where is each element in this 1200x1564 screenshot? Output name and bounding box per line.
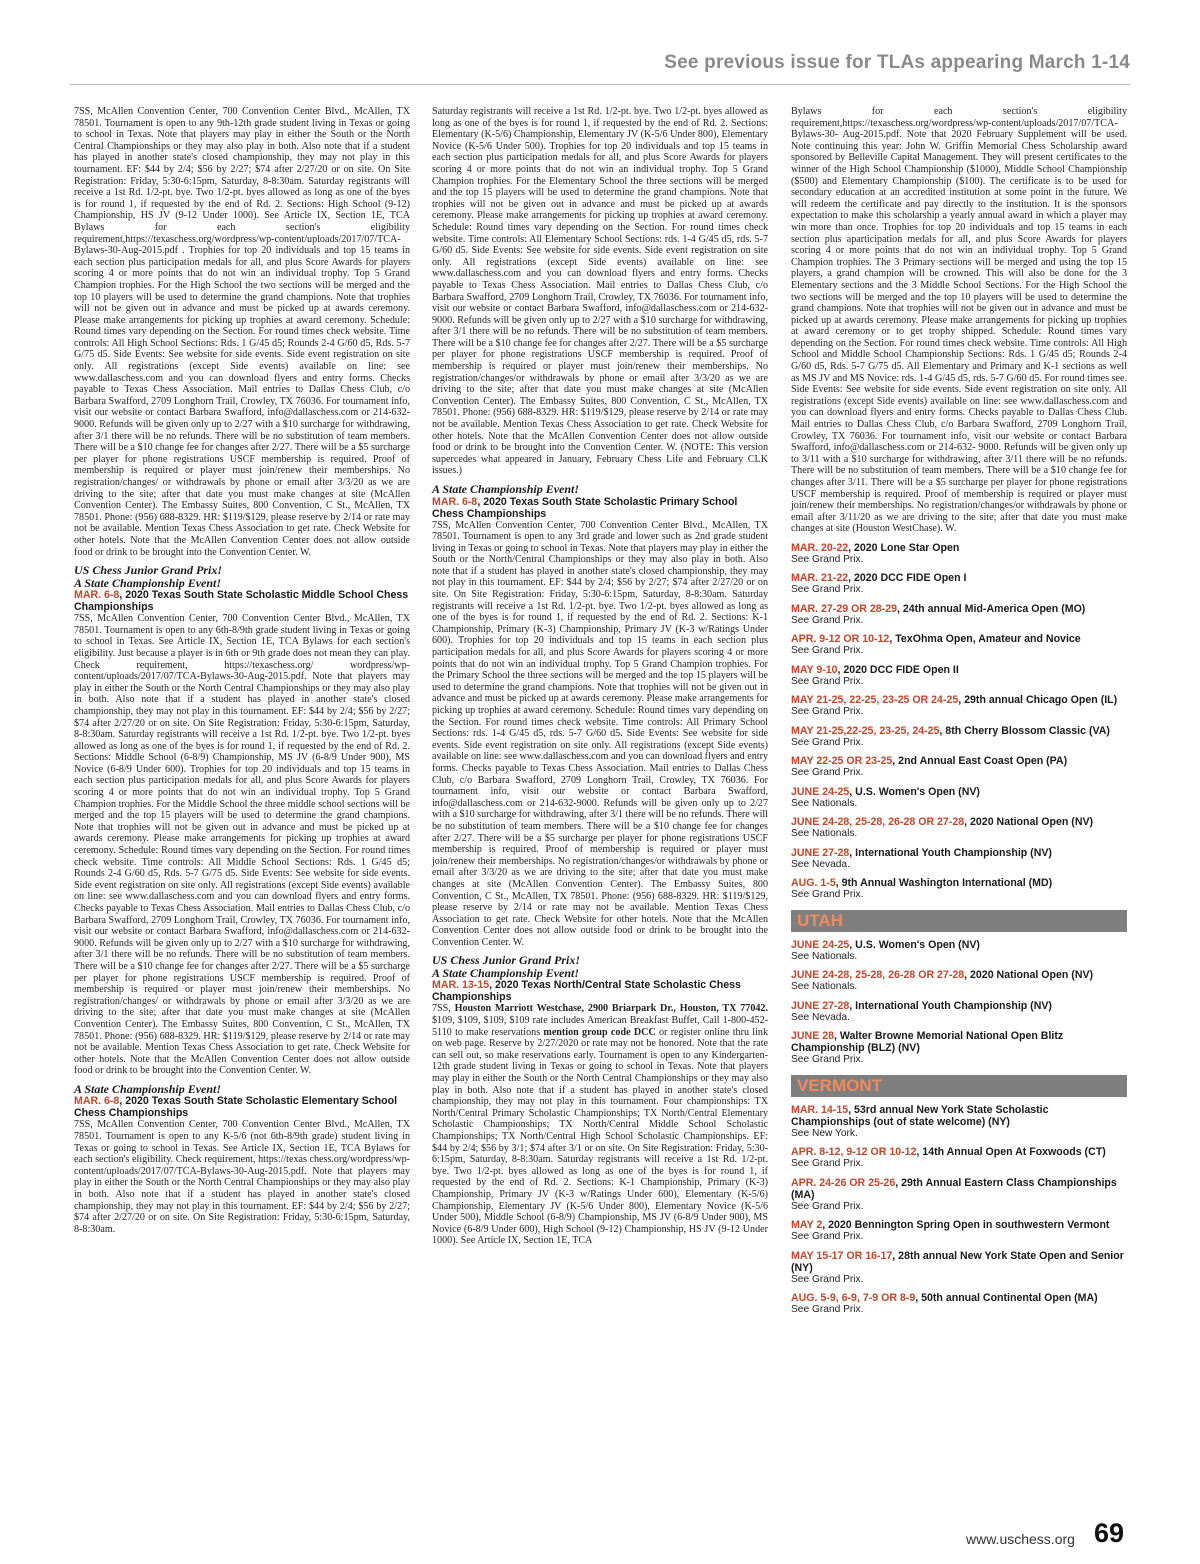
column-2 <box>432 106 768 1247</box>
listing-heading <box>791 664 1127 676</box>
footer-url: www.uschess.org <box>966 1531 1075 1547</box>
listing-date: APR. 8-12, 9-12 OR 10-12 <box>791 1146 917 1159</box>
listing-title: , 8th Cherry Blossom Classic (VA) <box>939 724 1110 737</box>
header-title: See previous issue for TLAs appearing March 1-14 <box>664 52 1130 73</box>
listing-title: , 29th annual Chicago Open (IL) <box>958 694 1118 707</box>
listing-item <box>791 1030 1127 1066</box>
listing-item <box>791 877 1127 901</box>
event-block <box>432 483 768 948</box>
listing-date: MAY 9-10 <box>791 663 838 676</box>
listing-reference: See Grand Prix. <box>791 736 864 748</box>
event-venue: Houston Marriott Westchase, 2900 Briarpark Dr., Houston, TX 77042. <box>454 1003 768 1015</box>
listing-date: MAY 15-17 OR 16-17 <box>791 1249 893 1262</box>
listing-heading <box>791 755 1127 767</box>
page-header <box>70 52 1130 85</box>
listing-heading <box>791 1030 1127 1054</box>
listing-reference: See Grand Prix. <box>791 706 864 718</box>
listing-reference: See Nevada. <box>791 858 850 870</box>
listing-title: , 50th annual Continental Open (MA) <box>915 1292 1098 1305</box>
listing-date: MAY 21-25,22-25, 23-25, 24-25 <box>791 724 940 737</box>
listings-group <box>791 1104 1127 1316</box>
listing-title: , 2020 National Open (NV) <box>964 816 1094 829</box>
listing-title: , 2020 Bennington Spring Open in southwestern Vermont <box>822 1219 1110 1232</box>
listings-group <box>791 939 1127 1066</box>
event-date: MAR. 6-8 <box>432 495 478 508</box>
listing-heading <box>791 816 1127 828</box>
listing-reference: See New York. <box>791 1127 858 1139</box>
event-body-mid: $109, $109, $109, $109 rate includes American Breakfast Buffet, Call 1-800-452-5110 to make reservations <box>432 1015 768 1038</box>
listing-heading <box>791 542 1127 554</box>
listing-heading <box>791 877 1127 889</box>
listing-item <box>791 1219 1127 1243</box>
listing-date: AUG. 5-9, 6-9, 7-9 OR 8-9 <box>791 1292 916 1305</box>
event-heading <box>74 589 410 613</box>
listing-title: , 2020 National Open (NV) <box>964 969 1094 982</box>
listing-title: , TexOhma Open, Amateur and Novice <box>889 633 1081 646</box>
event-heading <box>432 979 768 1003</box>
listing-item <box>791 1177 1127 1213</box>
event-tag: A State Championship Event! <box>432 482 580 496</box>
listing-item <box>791 1146 1127 1170</box>
listing-heading <box>791 1292 1127 1304</box>
event-body: Bylaws for each section's eligibility requirement,https://texaschess.org/wordpress/wp-content/uploads/2017/07/TCA-Bylaws-30- Aug-2015.pdf. Note that 2020 February Supplement will be used. Note continuing this year: John W. Griffin Memorial Chess Scholarship award sponsored by Belleville Capital Management. They will present certificates to the winner of the High School Championship ($1000), Middle School Championship ($500) and Elementary Championship ($100). The certificate is to be used for secondary education at an accredited institution at some point in the future. We will redeem the certificate and pay directly to the institution. It is the sponsors expectation to make this scholarship a yearly annual award in which a player may win more than once. Trophies for top 20 individuals and top 15 teams in each section plus aparticipation medals for all, and plus Score Awards for players scoring 4 or more points that do not win an individual trophy. Top 5 Grand Champion trophies. The 3 Primary sections will be merged and using the top 15 players, a grand champion will be crowned. This will also be done for the 3 Elementary sections and the 3 Middle School Sections. For the High School the two sections will be merged and the top 10 players will be used to determine the grand champions. Note that trophies will not be given out in advance and must be picked up at awards ceremony. Please make arrangements for picking up trophies at award ceremony or to get trophy shipped. Schedule: Round times vary depending on the Section. For round times check website. Time controls: All High School and Middle School Championship Sections: Rds. 1 G/45 d5; Rounds 2-4 G/60 d5, Rds. 5-7 G/75 d5. All Elementary and Primary and K-1 sections as well as MS JV and MS Novice: rds. 1-4 G/45 d5, rds. 5-7 G/60 d5. For round times see. Side Events: See website for side events. Side event registration on site only. All registrations (except Side events) available on line: see www.dallaschess.com and you can download flyers and entry forms. Checks payable to Dallas Chess Club. Mail entries to Dallas Chess Club, c/o Barbara Swafford, 2709 Longhorn Trail, Crowley, TX 76036. For tournament info, visit our website or contact Barbara Swafford, info@dallaschess.com or 214-632- 9000. Refunds will be given only up to 3/11 with a $10 surcharge for withdrawing, after 3/11 there will be no refunds. There will be no substitution of team members. There will be a $10 change fee for changes after 3/11. There will be a $5 surcharge per player for phone registrations USCF membership is required. Proof of membership is required or player must join/renew their memberships. No registration/changes/or withdrawals by phone or email after 3/11/20 as we are driving to the site; after that date you must make changes at site (Houston WestChase). W. <box>791 106 1127 535</box>
listing-date: JUNE 27-28 <box>791 999 850 1012</box>
event-date: MAR. 6-8 <box>74 589 120 602</box>
listing-item <box>791 725 1127 749</box>
event-tag: US Chess Junior Grand Prix! <box>74 563 223 578</box>
listing-heading <box>791 1146 1127 1158</box>
listing-title: , International Youth Championship (NV) <box>849 999 1052 1012</box>
listing-date: MAY 21-25, 22-25, 23-25 OR 24-25 <box>791 694 959 707</box>
listing-date: JUNE 24-28, 25-28, 26-28 OR 27-28 <box>791 816 965 829</box>
listing-title: , 53rd annual New York State Scholastic Championships (out of state welcome) (NY) <box>791 1103 1049 1128</box>
listing-item <box>791 1104 1127 1140</box>
listing-title: , 9th Annual Washington International (MD) <box>835 877 1053 890</box>
listing-heading <box>791 969 1127 981</box>
event-body: 7SS, McAllen Convention Center, 700 Convention Center Blvd., McAllen, TX 78501. Tournament is open to any 3rd grade and lower such as 2nd grade student living in Texas or going to school in Texas. Note that players may play in either the South or the North/Central Championships or they may also play in both. Also note that if a student has played in another state's closed championship, they may not play in this tournament. EF: $44 by 2/4; $56 by 2/27; $74 after 2/27/20 or on site. On Site Registration: Friday, 5:30-6:15pm, Saturday, 8-8:30am. Saturday registrants will receive a 1st Rd. 1/2-pt. bye. Two 1/2-pt. byes allowed as long as one of the byes is for round 1, if requested by the end of Rd. 2. Sections: K-1 Championship, Primary (K-3) Championship, Primary JV (K-3 w/Ratings Under 600). Trophies for top 20 individuals and top 15 teams in each section plus participation medals for all, and plus Score Awards for players scoring 4 or more points that do not win an individual trophy. Top 5 Grand Champion trophies. For the Primary School the three sections will be merged and the top 15 players will be used to determine the grand champions. Note that trophies will not be given out in advance and must be picked up at awards ceremony. Please make arrangements for picking up trophies at award ceremony. Schedule: Round times vary depending on the Section. For round times check website. Time controls: All Primary School Sections: rds. 1-4 G/45 d5, rds. 5-7 G/60 d5. Side Events: See website for side events. Side event registration on site only. All registrations (except Side events) available on line: see www.dallaschess.com and you can download flyers and entry forms. Checks payable to Texas Chess Association. Mail entries to Dallas Chess Club, c/o Barbara Swafford, 2709 Longhorn Trail, Crowley, TX 76036. For tournament info, visit our website or contact Barbara Swafford, info@dallaschess.com or 214-632-9000. Refunds will be given only up to 2/27 with a $10 surcharge for withdrawing, after 3/1 there will be no refunds. There will be no substitution of team members. There will be a $10 change fee for changes after 2/27. There will be a $5 surcharge per player for phone registrations USCF membership is required. Proof of membership is required or player must join/renew their memberships. No registration/changes/or withdrawals by phone or email after 3/3/20 as we are driving to the site; after that date you must make changes at site (McAllen Convention Center). The Embassy Suites, 800 Convention, C St., McAllen, TX 78501. Phone: (956) 688-8329. HR: $119/$129, please reserve by 2/14 or rate may not be available. Mention Texas Chess Association to get rate. Check Website for other hotels. Note that the McAllen Convention Center does not allow outside food or drink to be brought into the Convention Center. W. <box>432 519 769 948</box>
listing-title: , 2020 DCC FIDE Open II <box>837 663 959 676</box>
listing-reference: See Grand Prix. <box>791 1054 864 1066</box>
listing-item <box>791 633 1127 657</box>
listing-title: , U.S. Women's Open (NV) <box>849 938 980 951</box>
listing-item <box>791 572 1127 596</box>
listing-title: , 14th Annual Open At Foxwoods (CT) <box>916 1146 1106 1159</box>
listing-item <box>791 1250 1127 1286</box>
listing-reference: See Nationals. <box>791 828 858 840</box>
listing-heading <box>791 572 1127 584</box>
event-title: , 2020 Texas South State Scholastic Middle School Chess Championships <box>74 589 409 614</box>
listings-group <box>791 542 1127 901</box>
column-3 <box>791 106 1127 1316</box>
listing-item <box>791 755 1127 779</box>
listing-item <box>791 939 1127 963</box>
event-body <box>432 1003 768 1246</box>
listing-reference: See Grand Prix. <box>791 1304 864 1316</box>
listing-date: MAY 2 <box>791 1219 823 1232</box>
listing-title: , 24th annual Mid-America Open (MO) <box>896 602 1086 615</box>
event-body: 7SS, McAllen Convention Center, 700 Convention Center Blvd., McAllen, TX 78501. Tournament is open to any 6th-8/9th grade student living in Texas or going to school in Texas. See Article IX, Section 1E, TCA Bylaws for each section's eligibility. Just because a player is in 6th or 9th grade does not mean they can play. Check requirement, https://texaschess.org/ wordpress/wp-content/uploads/2017/07/TCA-Bylaws-30-Aug-2015.pdf. Note that players may play in either the South or the North Central Championships or they may also play in both. Also note that if a student has played in another state's closed championship, they may not play in this tournament. EF: $44 by 2/4; $56 by 2/27; $74 after 2/27/20 or on site. On Site Registration: Friday, 5:30-6:15pm, Saturday, 8-8:30am. Saturday registrants will receive a 1st Rd. 1/2-pt. bye. Two 1/2-pt. byes allowed as long as one of the byes is for round 1, if requested by the end of Rd. 2. Sections: Middle School (6-8/9) Championship, MS JV (6-8/9 Under 900), MS Novice (6-8/9 Under 600). Trophies for top 20 individuals and top 15 teams in each section plus participation medals for all, and plus Score Awards for players scoring 4 or more points that do not win an individual trophy. Top 5 Grand Champion trophies. For the Middle School the three middle school sections will be merged and the top 15 players will be used to determine the grand champions. Note that trophies will not be given out in advance and must be picked up at awards ceremony. Please make arrangements for picking up trophies at award ceremony. Schedule: Round times vary depending on the Section. For round times check website. Time controls: All Middle School Sections: Rds. 1 G/45 d5; Rounds 2-4 G/60 d5, Rds. 5-7 G/75 d5. Side Events: See website for side events. Side event registration on site only. All registrations (except Side events) available on line: see www.dallaschess.com and you can download flyers and entry forms. Checks payable to Texas Chess Association. Mail entries to Dallas Chess Club, c/o Barbara Swafford, 2709 Longhorn Trail, Crowley, TX 76036. For tournament info, visit our website or contact Barbara Swafford, info@dallaschess.com or 214-632-9000. Refunds will be given only up to 2/27 with a $10 surcharge for withdrawing, after 3/1 there will be no refunds. There will be no substitution of team members. There will be a $10 change fee for changes after 2/27. There will be a $5 surcharge per player for phone registrations USCF membership is required. Proof of membership is required or player must join/renew their memberships. No registration/changes/ or withdrawals by phone or email after 3/3/20 as we are driving to the site; after that date you must make changes at site (McAllen Convention Center). The Embassy Suites, 800 Convention, C St., McAllen, TX 78501. Phone: (956) 688-8329. HR: $119/$129, please reserve by 2/14 or rate may not be available. Mention Texas Chess Association to get rate. Check Website for other hotels. Note that the McAllen Convention Center does not allow outside food or drink to be brought into the Convention Center. W. <box>74 613 410 1077</box>
listing-heading <box>791 1104 1127 1128</box>
listing-item <box>791 786 1127 810</box>
listing-item <box>791 542 1127 566</box>
listing-title: , 2nd Annual East Coast Open (PA) <box>892 755 1068 768</box>
listing-reference: See Grand Prix. <box>791 553 864 565</box>
listing-heading <box>791 1177 1127 1201</box>
event-heading <box>74 1095 410 1119</box>
listing-heading <box>791 1250 1127 1274</box>
listing-date: JUNE 24-25 <box>791 938 850 951</box>
listing-heading <box>791 1219 1127 1231</box>
event-group-code: mention group code DCC <box>543 1026 656 1038</box>
event-block <box>74 564 410 1077</box>
event-title: , 2020 Texas South State Scholastic Elementary School Chess Championships <box>74 1095 398 1120</box>
listing-date: JUNE 27-28 <box>791 846 850 859</box>
listing-heading <box>791 603 1127 615</box>
listing-item <box>791 816 1127 840</box>
listing-heading <box>791 786 1127 798</box>
event-body-rest: or register online thru link on web page. Reserve by 2/27/2020 or rate may not be honored. Note that the rate can sell out, so make reservations early. Tournament is open to any Kindergarten-12th grade student living in Texas or going to school in Texas. Note that players may play in either the South or the North Central Championships or they may also play in both. Also note that if a student has played in another state's closed championship, they may not play in this tournament. Four championships: TX North/Central Primary Scholastic Championships; TX North/Central Elementary Scholastic Championships; TX North/Central Middle School Scholastic Championships; TX North/Central High School Scholastic Championships. EF: $44 by 2/4; $56 by 3/1; $74 after 3/1 or on site. On Site Registration: Friday, 5:30-6:15pm, Saturday, 8-8:30am. Saturday registrants will receive a 1st Rd. 1/2-pt. bye. Two 1/2-pt. byes allowed as long as one of the byes is for round 1, if requested by the end of Rd. 2. Sections: K-1 Championship, Primary (K-3) Championship, Primary JV (K-3 w/Ratings Under 600), Elementary (K-5/6) Championship, Elementary JV (K-5/6 Under 800), Elementary Novice (K-5/6 Under 500), Middle School (6-8/9) Championship, MS JV (6-8/9 Under 900), MS Novice (6-8/9 Under 600), High School (9-12) Championship, HS JV (9-12 Under 1000). See Article IX, Section 1E, TCA <box>432 1026 768 1247</box>
listing-date: MAR. 21-22 <box>791 572 849 585</box>
listing-item <box>791 969 1127 993</box>
event-block <box>74 1083 410 1235</box>
listing-heading <box>791 939 1127 951</box>
listing-date: APR. 9-12 OR 10-12 <box>791 633 890 646</box>
event-date: MAR. 6-8 <box>74 1095 120 1108</box>
listing-heading <box>791 725 1127 737</box>
event-tag: A State Championship Event! <box>74 1081 222 1096</box>
listing-reference: See Grand Prix. <box>791 584 864 596</box>
listing-date: JUNE 28 <box>791 1030 834 1043</box>
listing-date: JUNE 24-25 <box>791 785 850 798</box>
listing-item <box>791 603 1127 627</box>
listing-item <box>791 694 1127 718</box>
listing-title: , 2020 DCC FIDE Open I <box>848 572 967 585</box>
listing-reference: See Grand Prix. <box>791 1231 864 1243</box>
listing-reference: See Nationals. <box>791 950 858 962</box>
state-header-vermont: VERMONT <box>791 1075 1127 1097</box>
listing-item <box>791 1000 1127 1024</box>
listing-date: MAR. 14-15 <box>791 1103 849 1116</box>
event-title: , 2020 Texas North/Central State Scholastic Chess Championships <box>432 979 741 1004</box>
event-body: 7SS, McAllen Convention Center, 700 Convention Center Blvd., McAllen, TX 78501. Tournament is open to any K-5/6 (not 6th-8/9th grade) student living in Texas or going to school in Texas. See Article IX, Section 1E, TCA Bylaws for each section's eligibility. Check requirement, https://texas chess.org/wordpress/wp-content/uploads/2017/07/TCA-Bylaws-30-Aug-2015.pdf. Note that players may play in either the South or the North Central Championships or they may also play in both. Also note that if a student has played in another state's closed championship, they may not play in this tournament. EF: $44 by 2/4; $56 by 2/27; $74 after 2/27/20 or on site. On Site Registration: Friday, 5:30-6:15pm, Saturday, 8-8:30am. <box>74 1119 410 1235</box>
event-heading <box>432 496 768 520</box>
listing-title: , Walter Browne Memorial National Open Blitz Championship (BLZ) (NV) <box>791 1030 1064 1055</box>
listing-title: , International Youth Championship (NV) <box>849 846 1052 859</box>
listing-reference: See Grand Prix. <box>791 645 864 657</box>
event-tag: A State Championship Event! <box>432 965 580 980</box>
listing-reference: See Grand Prix. <box>791 1273 864 1285</box>
listing-date: JUNE 24-28, 25-28, 26-28 OR 27-28 <box>791 969 965 982</box>
listing-heading <box>791 1000 1127 1012</box>
event-title: , 2020 Texas South State Scholastic Primary School Chess Championships <box>432 495 738 520</box>
listing-heading <box>791 694 1127 706</box>
listing-item <box>791 664 1127 688</box>
listing-reference: See Grand Prix. <box>791 1158 864 1170</box>
event-tag: A State Championship Event! <box>74 575 222 590</box>
event-block <box>432 954 768 1246</box>
listing-date: MAY 22-25 OR 23-25 <box>791 755 893 768</box>
listing-reference: See Nationals. <box>791 797 858 809</box>
listing-reference: See Grand Prix. <box>791 889 864 901</box>
column-1 <box>74 106 410 1235</box>
listing-date: MAR. 20-22 <box>791 541 849 554</box>
listing-item <box>791 847 1127 871</box>
listing-date: MAR. 27-29 OR 28-29 <box>791 602 897 615</box>
listing-date: AUG. 1-5 <box>791 877 836 890</box>
listing-reference: See Grand Prix. <box>791 614 864 626</box>
listing-date: APR. 24-26 OR 25-26 <box>791 1176 896 1189</box>
listing-title: , U.S. Women's Open (NV) <box>849 785 980 798</box>
listing-reference: See Grand Prix. <box>791 767 864 779</box>
event-body: 7SS, McAllen Convention Center, 700 Convention Center Blvd., McAllen, TX 78501. Tournament is open to any 9th-12th grade student living in Texas or going to school in Texas. Note that players may play in either the South or the North Central Championships or they may also play in both. Also note that if a student has played in another state's closed championship, they may not play in this tournament. EF: $44 by 2/4; $56 by 2/27; $74 after 2/27/20 or on site. On Site Registration: Friday, 5:30-6:15pm, Saturday, 8-8:30am. Saturday registrants will receive a 1st Rd. 1/2-pt. bye. Two 1/2-pt. byes allowed as long as one of the byes is for round 1, if requested by the end of Rd. 2. Sections: High School (9-12) Championship, HS JV (9-12 Under 1000). See Article IX, Section 1E, TCA Bylaws for each section's eligibility requirement,https://texaschess.org/wordpress/wp-content/uploads/2017/07/TCA-Bylaws-30-Aug-2015.pdf . Trophies for top 20 individuals and top 15 teams in each section plus participation medals for all, and plus Score Awards for players scoring 4 or more points that do not win an individual trophy. Top 5 Grand Champion trophies. For the High School the two sections will be merged and the top 10 players will be used to determine the grand champions. Note that trophies will not be given out in advance and must be picked up at awards ceremony. Please make arrangements for picking up trophies at award ceremony. Schedule: Round times vary depending on the Section. For round times check website. Time controls: All High School Sections: Rds. 1 G/45 d5; Rounds 2-4 G/60 d5, Rds. 5-7 G/75 d5. Side Events: See website for side events. Side event registration on site only. All registrations (except Side events) available on line: see www.dallaschess.com and you can download flyers and entry forms. Checks payable to Texas Chess Association. Mail entries to Dallas Chess Club, c/o Barbara Swafford, 2709 Longhorn Trail, Crowley, TX 76036. For tournament info, visit our website or contact Barbara Swafford, info@dallaschess.com or 214-632-9000. Refunds will be given only up to 2/27 with a $10 surcharge for withdrawing, after 3/1 there will be no refunds. There will be no substitution of team members. There will be a $10 change fee for changes after 2/27. There will be a $5 surcharge per player for phone registrations USCF membership is required. Proof of membership is required or player must join/renew their memberships. No registration/changes/ or withdrawals by phone or email after 3/3/20 as we are driving to the site; after that date you must make changes at site (McAllen Convention Center). The Embassy Suites, 800 Convention, C St., McAllen, TX 78501. Phone: (956) 688-8329. HR: $119/$129, please reserve by 2/14 or rate may not be available. Mention Texas Chess Association to get rate. Check Website for other hotels. Note that the McAllen Convention Center does not allow outside food or drink to be brought into the Convention Center. W. <box>74 106 410 558</box>
listing-title: , 28th annual New York State Open and Senior (NY) <box>791 1249 1124 1274</box>
listing-reference: See Grand Prix. <box>791 675 864 687</box>
state-header-utah: UTAH <box>791 910 1127 932</box>
listing-title: , 2020 Lone Star Open <box>848 541 960 554</box>
page-number: 69 <box>1094 1518 1125 1548</box>
listing-reference: See Nationals. <box>791 981 858 993</box>
listing-heading <box>791 847 1127 859</box>
listing-reference: See Grand Prix. <box>791 1200 864 1212</box>
event-body: Saturday registrants will receive a 1st Rd. 1/2-pt. bye. Two 1/2-pt. byes allowed as long as one of the byes is for round 1, if requested by the end of Rd. 2. Sections: Elementary (K-5/6) Championship, Elementary JV (K-5/6 Under 800), Elementary Novice (K-5/6 Under 500). Trophies for top 20 individuals and top 15 teams in each section plus participation medals for all, and plus Score Awards for players scoring 4 or more points that do not win an individual trophy. Top 5 Grand Champion trophies. For the Elementary School the three sections will be merged and the top 15 players will be used to determine the grand champions. Note that trophies will not be given out in advance and must be picked up at awards ceremony. Please make arrangements for picking up trophies at award ceremony. Schedule: Round times vary depending on the Section. For round times check website. Time controls: All Elementary School Sections: rds. 1-4 G/45 d5, rds. 5-7 G/60 d5. Side Events: See website for side events. Side event registration on site only. All registrations (except Side events) available on line: see www.dallaschess.com and you can download flyers and entry forms. Checks payable to Texas Chess Association. Mail entries to Dallas Chess Club, c/o Barbara Swafford, 2709 Longhorn Trail, Crowley, TX 76036. For tournament info, visit our website or contact Barbara Swafford, info@dallaschess.com or 214-632-9000. Refunds will be given only up to 2/27 with a $10 surcharge for withdrawing, after 3/1 there will be no refunds. There will be no substitution of team members. There will be a $10 change fee for changes after 2/27. There will be a $5 surcharge per player for phone registrations USCF membership is required. Proof of membership is required or player must join/renew their memberships. No registration/changes/or withdrawals by phone or email after 3/3/20 as we are driving to the site; after that date you must make changes at site (McAllen Convention Center). The Embassy Suites, 800 Convention, C St., McAllen, TX 78501. Phone: (956) 688-8329. HR: $119/$129, please reserve by 2/14 or rate may not be available. Mention Texas Chess Association to get rate. Check Website for other hotels. Note that the McAllen Convention Center does not allow outside food or drink to be brought into the Convention Center. W. (NOTE: This version supercedes what appeared in January, February Chess Life and February CLK issues.) <box>432 106 768 477</box>
event-tag: US Chess Junior Grand Prix! <box>432 953 581 968</box>
listing-title: , 29th Annual Eastern Class Championships (MA) <box>791 1176 1117 1201</box>
listing-heading <box>791 633 1127 645</box>
listing-item <box>791 1292 1127 1316</box>
event-date: MAR. 13-15 <box>432 979 490 992</box>
listing-reference: See Nevada. <box>791 1011 850 1023</box>
event-body-prefix: 7SS, <box>432 1003 455 1015</box>
